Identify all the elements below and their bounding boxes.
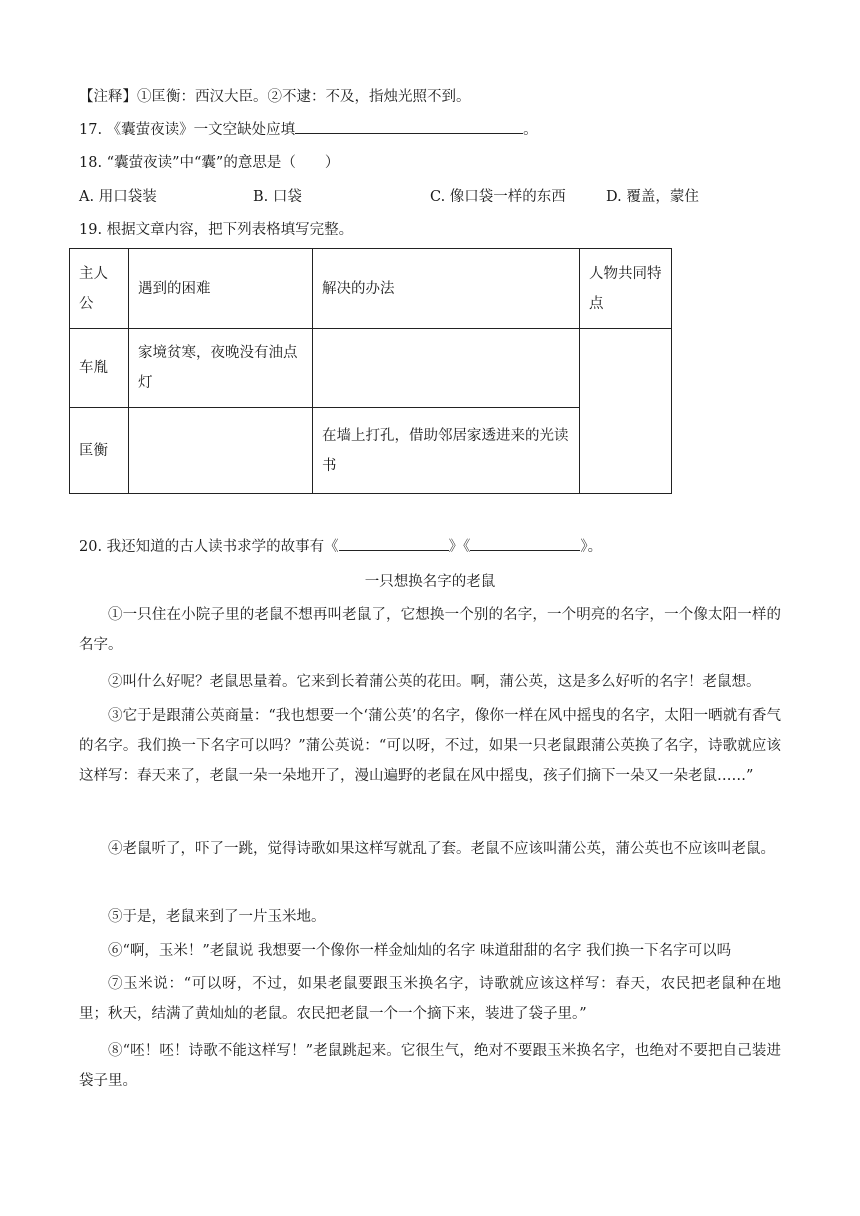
annotation-note: 【注释】①匡衡：西汉大臣。②不逮：不及，指烛光照不到。	[79, 89, 471, 105]
header-common-trait: 人物共同特点	[580, 249, 672, 329]
question-20-middle: 》《	[448, 539, 471, 555]
row-solution-blank[interactable]	[313, 329, 580, 408]
common-trait-blank[interactable]	[580, 329, 672, 494]
row-solution: 在墙上打孔，借助邻居家透进来的光读书	[313, 408, 580, 494]
question-17-text: 17. 《囊萤夜读》一文空缺处应填	[79, 122, 296, 138]
question-20-end: 》。	[580, 539, 603, 555]
answer-blank[interactable]	[295, 119, 523, 134]
answer-table	[69, 248, 672, 494]
row-name: 车胤	[70, 329, 129, 408]
story-paragraph: ③它于是跟蒲公英商量：“我也想要一个‘蒲公英’的名字，像你一样在风中摇曳的名字，太阳一晒就有香气的名字。我们换一下名字可以吗？”蒲公英说：“可以呀，不过，如果一只老鼠跟蒲公英换了名字，诗歌就应该这样写：春天来了，老鼠一朵一朵地开了，漫山遍野的老鼠在风中摇曳，孩子们摘下一朵又一朵老鼠……”	[79, 708, 781, 784]
question-20	[79, 536, 602, 557]
story-paragraph: ①一只住在小院子里的老鼠不想再叫老鼠了，它想换一个别的名字，一个明亮的名字，一个像太阳一样的名字。	[79, 607, 781, 653]
header-difficulty: 遇到的困难	[129, 249, 313, 329]
table-header-row	[70, 249, 672, 329]
question-17-end: 。	[523, 122, 538, 138]
story-paragraph: ⑦玉米说：“可以呀，不过，如果老鼠要跟玉米换名字，诗歌就应该这样写：春天，农民把老鼠种在地里；秋天，结满了黄灿灿的老鼠。农民把老鼠一个一个摘下来，装进了袋子里。”	[79, 976, 781, 1022]
story-paragraph: ⑤于是，老鼠来到了一片玉米地。	[108, 909, 326, 925]
option-d[interactable]: D. 覆盖，蒙住	[606, 189, 699, 205]
answer-blank[interactable]	[470, 536, 580, 551]
header-solution: 解决的办法	[313, 249, 580, 329]
table-row	[70, 329, 672, 408]
story-paragraph: ⑧“呸！呸！诗歌不能这样写！”老鼠跳起来。它很生气，绝对不要跟玉米换名字，也绝对不要把自己装进袋子里。	[79, 1043, 781, 1089]
story-title: 一只想换名字的老鼠	[364, 574, 496, 590]
option-c[interactable]: C. 像口袋一样的东西	[430, 189, 566, 205]
row-name: 匡衡	[70, 408, 129, 494]
question-20-prefix: 20. 我还知道的古人读书求学的故事有《	[79, 539, 339, 555]
row-difficulty-blank[interactable]	[129, 408, 313, 494]
option-a[interactable]: A. 用口袋装	[79, 189, 157, 205]
row-difficulty: 家境贫寒，夜晚没有油点灯	[129, 329, 313, 408]
question-17	[79, 119, 538, 140]
story-paragraph: ⑥“啊，玉米！”老鼠说 我想要一个像你一样金灿灿的名字 味道甜甜的名字 我们换一下名字可以吗	[108, 943, 732, 959]
story-paragraph: ②叫什么好呢？老鼠思量着。它来到长着蒲公英的花田。啊，蒲公英，这是多么好听的名字！老鼠想。	[108, 674, 761, 690]
story-paragraph: ④老鼠听了，吓了一跳，觉得诗歌如果这样写就乱了套。老鼠不应该叫蒲公英，蒲公英也不应该叫老鼠。	[108, 841, 775, 857]
header-protagonist: 主人公	[70, 249, 129, 329]
question-18: 18. “囊萤夜读”中“囊”的意思是（ ）	[79, 155, 340, 171]
question-19: 19. 根据文章内容，把下列表格填写完整。	[79, 222, 354, 238]
answer-blank[interactable]	[339, 536, 449, 551]
option-b[interactable]: B. 口袋	[253, 189, 302, 205]
